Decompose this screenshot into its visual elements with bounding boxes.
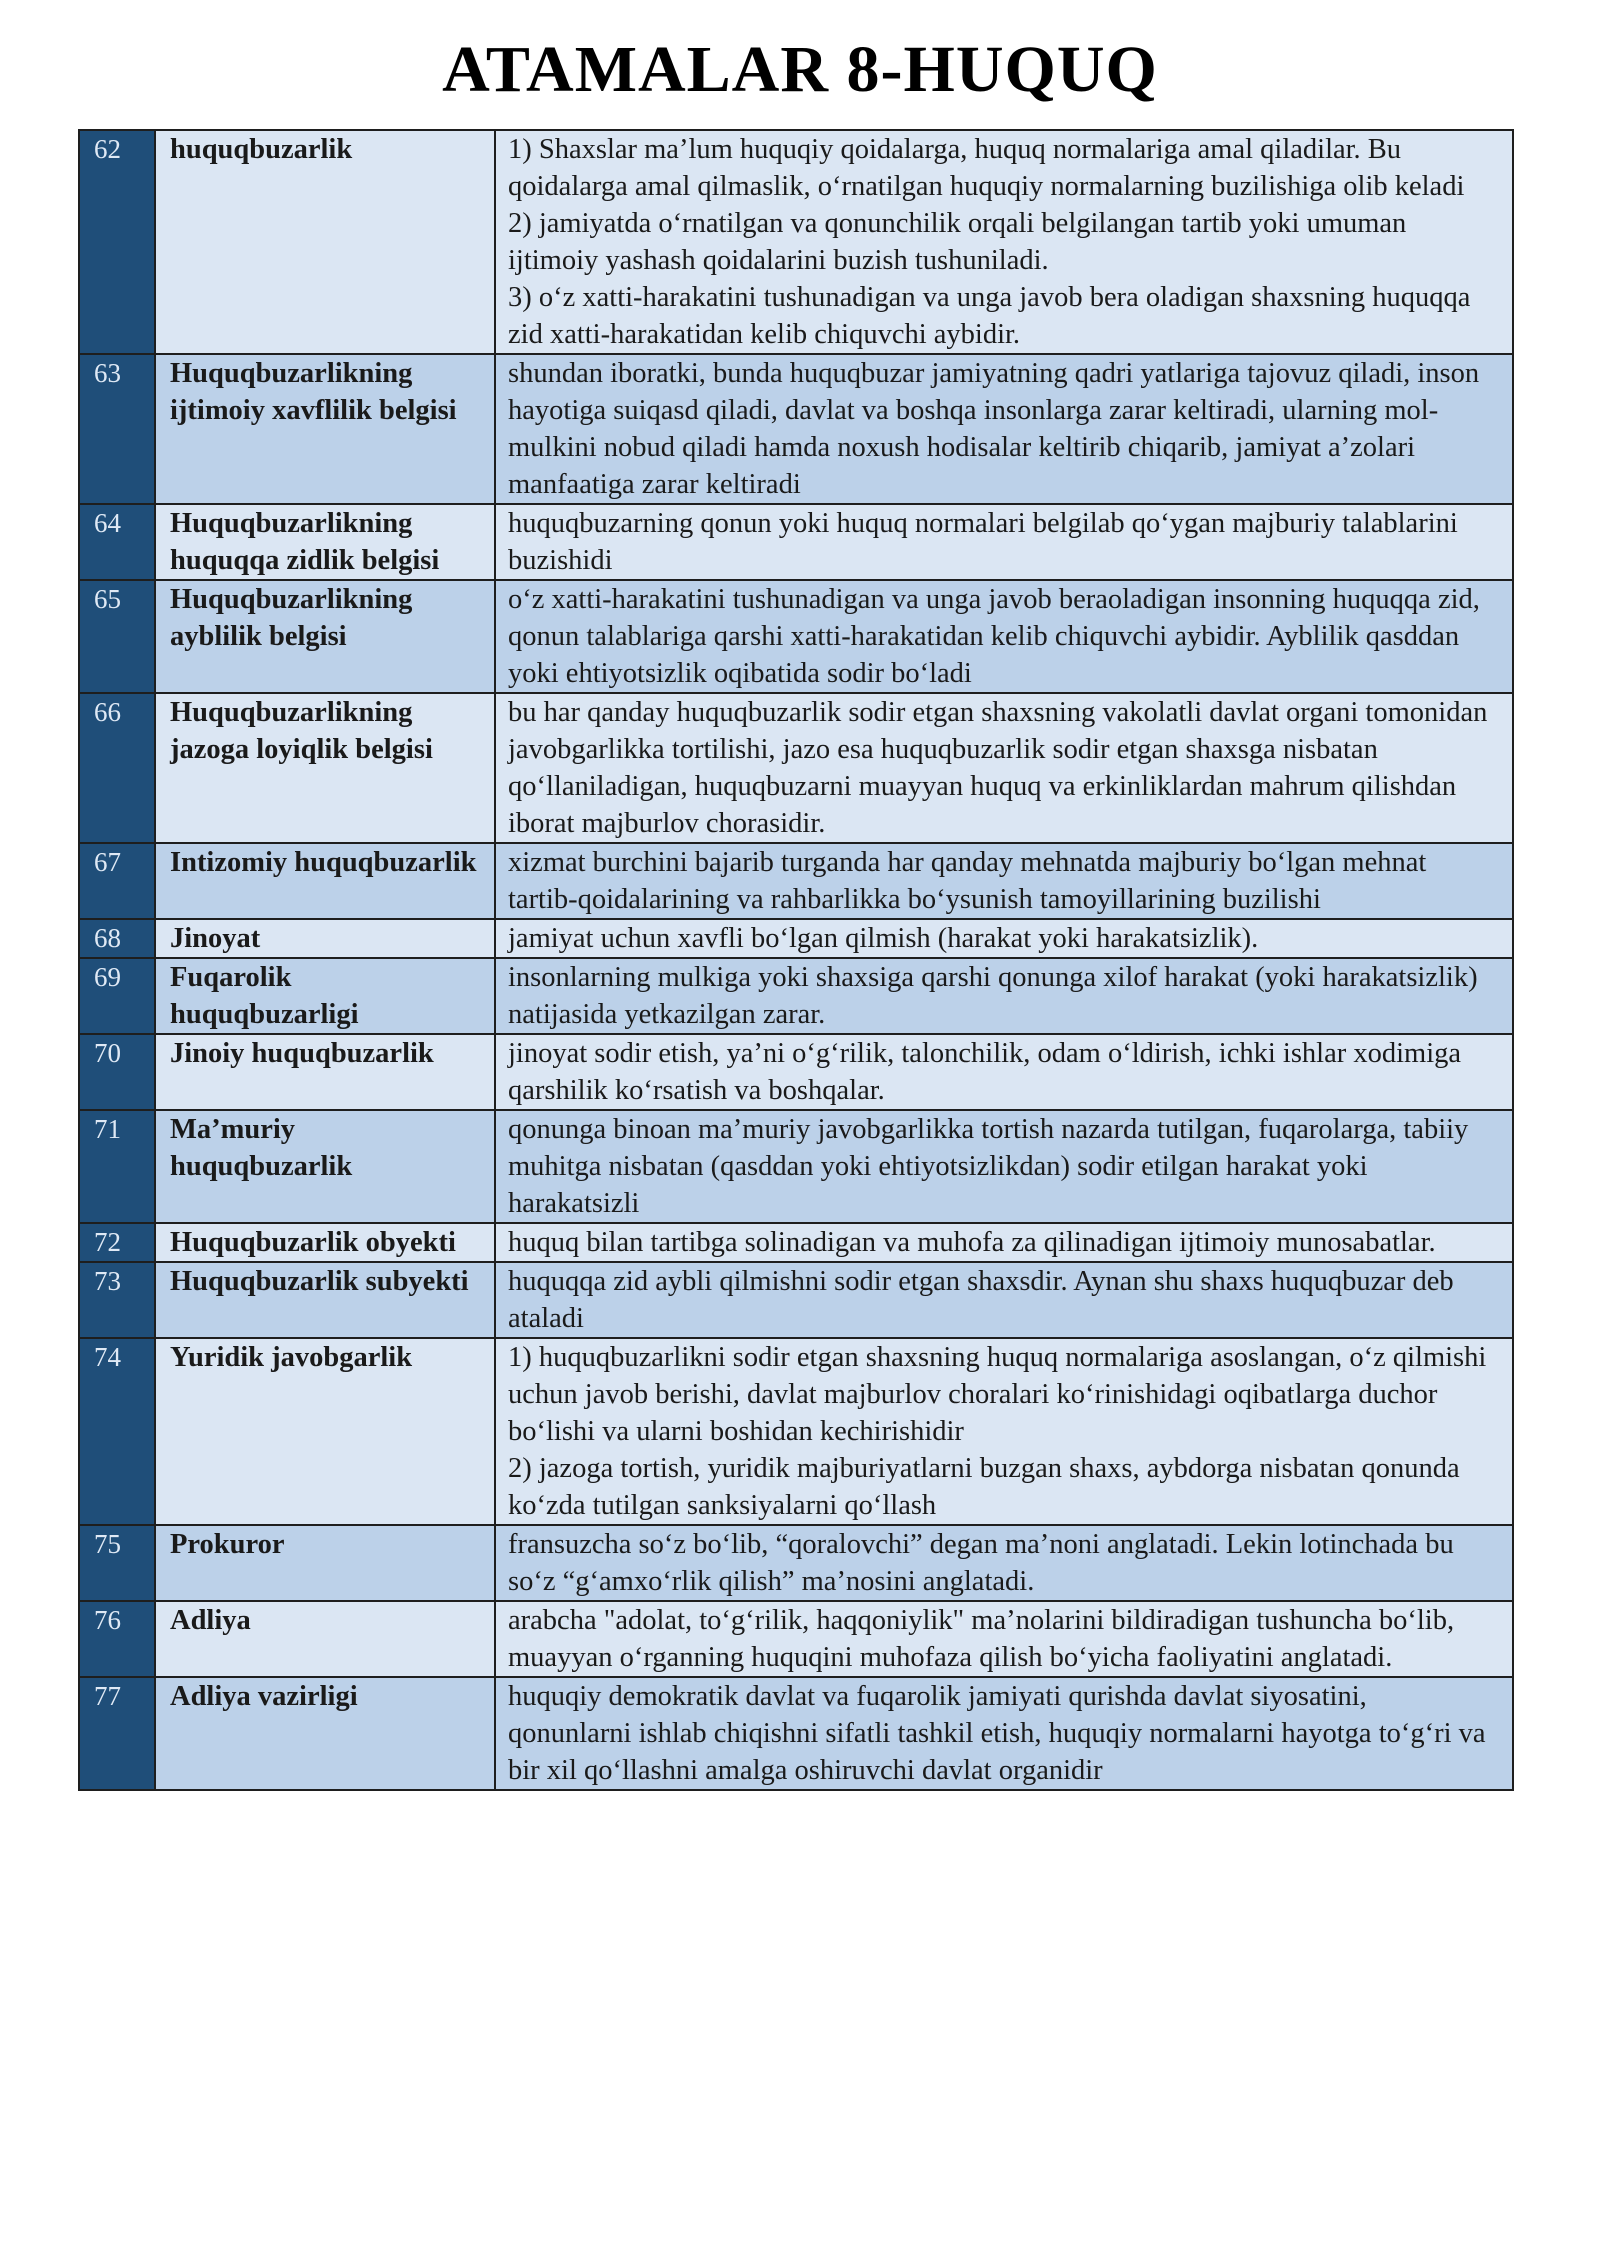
page-title: ATAMALAR 8-HUQUQ: [442, 33, 1158, 106]
definition-line: shundan iboratki, bunda huquqbuzar jamiyatning qadri yatlariga tajovuz qiladi, inson hayotiga suiqasd qiladi, davlat va boshqa insonlarga zarar keltiradi, ularning mol-mulkini nobud qiladi hamda noxush hodisalar keltirib chiqarib, jamiyat a’zolari manfaatiga zarar keltiradi: [508, 358, 1480, 500]
term-name: huquqbuzarlik: [155, 130, 495, 354]
term-name: Jinoyat: [155, 919, 495, 958]
definition-line: insonlarning mulkiga yoki shaxsiga qarshi qonunga xilof harakat (yoki harakatsizlik) natijasida yetkazilgan zarar.: [508, 962, 1478, 1030]
row-number: 69: [79, 958, 155, 1034]
table-row: [79, 843, 1513, 919]
definition-line: xizmat burchini bajarib turganda har qanday mehnatda majburiy bo‘lgan mehnat tartib-qoidalarining va rahbarlikka bo‘ysunish tamoyillarining buzilishi: [508, 847, 1427, 915]
row-number: 63: [79, 354, 155, 504]
definition-line: 2) jamiyatda o‘rnatilgan va qonunchilik orqali belgilangan tartib yoki umuman ijtimoiy yashash qoidalarini buzish tushuniladi.: [508, 208, 1407, 276]
definition-line: huquqqa zid aybli qilmishni sodir etgan shaxsdir. Aynan shu shaxs huquqbuzar deb ataladi: [508, 1266, 1454, 1334]
term-name: Jinoiy huquqbuzarlik: [155, 1034, 495, 1110]
table-row: [79, 1338, 1513, 1525]
definition-line: qonunga binoan ma’muriy javobgarlikka tortish nazarda tutilgan, fuqarolarga, tabiiy muhitga nisbatan (qasddan yoki ehtiyotsizlikdan) sodir etilgan harakat yoki harakatsizli: [508, 1114, 1469, 1219]
term-name: Intizomiy huquqbuzarlik: [155, 843, 495, 919]
row-number: 68: [79, 919, 155, 958]
term-definition: [495, 580, 1513, 693]
table-row: [79, 354, 1513, 504]
row-number: 62: [79, 130, 155, 354]
definition-line: 1) Shaxslar ma’lum huquqiy qoidalarga, huquq normalariga amal qiladilar. Bu qoidalarga amal qilmaslik, o‘rnatilgan huquqiy normalarning buzilishiga olib keladi: [508, 134, 1465, 202]
table-row: [79, 130, 1513, 354]
row-number: 64: [79, 504, 155, 580]
term-definition: [495, 130, 1513, 354]
definition-line: jamiyat uchun xavfli bo‘lgan qilmish (harakat yoki harakatsizlik).: [508, 923, 1259, 954]
definition-line: 2) jazoga tortish, yuridik majburiyatlarni buzgan shaxs, aybdorga nisbatan qonunda ko‘zda tutilgan sanksiyalarni qo‘llash: [508, 1453, 1460, 1521]
definition-line: 3) o‘z xatti-harakatini tushunadigan va unga javob bera oladigan shaxsning huquqqa zid xatti-harakatidan kelib chiquvchi aybidir.: [508, 282, 1471, 350]
definition-line: bu har qanday huquqbuzarlik sodir etgan shaxsning vakolatli davlat organi tomonidan javobgarlikka tortilishi, jazo esa huquqbuzarlik sodir etgan shaxsga nisbatan qo‘llaniladigan, huquqbuzarni muayyan huquq va erkinliklardan mahrum qilishdan iborat majburlov chorasidir.: [508, 697, 1488, 839]
table-row: [79, 1525, 1513, 1601]
term-definition: [495, 958, 1513, 1034]
term-definition: [495, 1223, 1513, 1262]
term-name: Prokuror: [155, 1525, 495, 1601]
row-number: 75: [79, 1525, 155, 1601]
terms-table: [78, 129, 1514, 1791]
table-row: [79, 958, 1513, 1034]
term-definition: [495, 843, 1513, 919]
definition-line: huquq bilan tartibga solinadigan va muhofa za qilinadigan ijtimoiy munosabatlar.: [508, 1227, 1436, 1258]
row-number: 72: [79, 1223, 155, 1262]
term-definition: [495, 1338, 1513, 1525]
row-number: 70: [79, 1034, 155, 1110]
row-number: 66: [79, 693, 155, 843]
row-number: 77: [79, 1677, 155, 1790]
term-name: Adliya vazirligi: [155, 1677, 495, 1790]
term-definition: [495, 1110, 1513, 1223]
term-name: Huquqbuzarlikning jazoga loyiqlik belgisi: [155, 693, 495, 843]
term-definition: [495, 1601, 1513, 1677]
term-definition: [495, 1525, 1513, 1601]
term-definition: [495, 1262, 1513, 1338]
term-name: Huquqbuzarlik subyekti: [155, 1262, 495, 1338]
row-number: 71: [79, 1110, 155, 1223]
row-number: 74: [79, 1338, 155, 1525]
term-name: Fuqarolik huquqbuzarligi: [155, 958, 495, 1034]
definition-line: jinoyat sodir etish, ya’ni o‘g‘rilik, talonchilik, odam o‘ldirish, ichki ishlar xodimiga qarshilik ko‘rsatish va boshqalar.: [508, 1038, 1462, 1106]
table-row: [79, 1223, 1513, 1262]
table-row: [79, 1677, 1513, 1790]
row-number: 65: [79, 580, 155, 693]
row-number: 76: [79, 1601, 155, 1677]
term-definition: [495, 919, 1513, 958]
term-definition: [495, 504, 1513, 580]
term-name: Huquqbuzarlikning huquqqa zidlik belgisi: [155, 504, 495, 580]
table-row: [79, 693, 1513, 843]
table-row: [79, 1034, 1513, 1110]
term-definition: [495, 693, 1513, 843]
terms-table-body: [79, 130, 1513, 1790]
term-definition: [495, 354, 1513, 504]
term-name: Ma’muriy huquqbuzarlik: [155, 1110, 495, 1223]
row-number: 67: [79, 843, 155, 919]
definition-line: huquqbuzarning qonun yoki huquq normalari belgilab qo‘ygan majburiy talablarini buzishidi: [508, 508, 1458, 576]
definition-line: huquqiy demokratik davlat va fuqarolik jamiyati qurishda davlat siyosatini, qonunlarni ishlab chiqishni sifatli tashkil etish, huquqiy normalarni hayotga to‘g‘ri va bir xil qo‘llashni amalga oshiruvchi davlat organidir: [508, 1681, 1486, 1786]
table-row: [79, 580, 1513, 693]
definition-line: fransuzcha so‘z bo‘lib, “qoralovchi” degan ma’noni anglatadi. Lekin lotinchada bu so‘z “g‘amxo‘rlik qilish” ma’nosini anglatadi.: [508, 1529, 1454, 1597]
term-name: Yuridik javobgarlik: [155, 1338, 495, 1525]
definition-line: o‘z xatti-harakatini tushunadigan va unga javob beraoladigan insonning huquqqa zid, qonun talablariga qarshi xatti-harakatidan kelib chiquvchi aybidir. Ayblilik qasddan yoki ehtiyotsizlik oqibatida sodir bo‘ladi: [508, 584, 1480, 689]
term-definition: [495, 1677, 1513, 1790]
table-row: [79, 1110, 1513, 1223]
table-row: [79, 919, 1513, 958]
row-number: 73: [79, 1262, 155, 1338]
table-row: [79, 1601, 1513, 1677]
term-name: Huquqbuzarlik obyekti: [155, 1223, 495, 1262]
term-definition: [495, 1034, 1513, 1110]
term-name: Huquqbuzarlikning ijtimoiy xavflilik belgisi: [155, 354, 495, 504]
definition-line: 1) huquqbuzarlikni sodir etgan shaxsning huquq normalariga asoslangan, o‘z qilmishi uchun javob berishi, davlat majburlov choralari ko‘rinishidagi oqibatlarga duchor bo‘lishi va ularni boshidan kechirishidir: [508, 1342, 1487, 1447]
term-name: Huquqbuzarlikning ayblilik belgisi: [155, 580, 495, 693]
definition-line: arabcha "adolat, to‘g‘rilik, haqqoniylik" ma’nolarini bildiradigan tushuncha bo‘lib, muayyan o‘rganning huquqini muhofaza qilish bo‘yicha faoliyatini anglatadi.: [508, 1605, 1455, 1673]
table-row: [79, 504, 1513, 580]
table-row: [79, 1262, 1513, 1338]
term-name: Adliya: [155, 1601, 495, 1677]
